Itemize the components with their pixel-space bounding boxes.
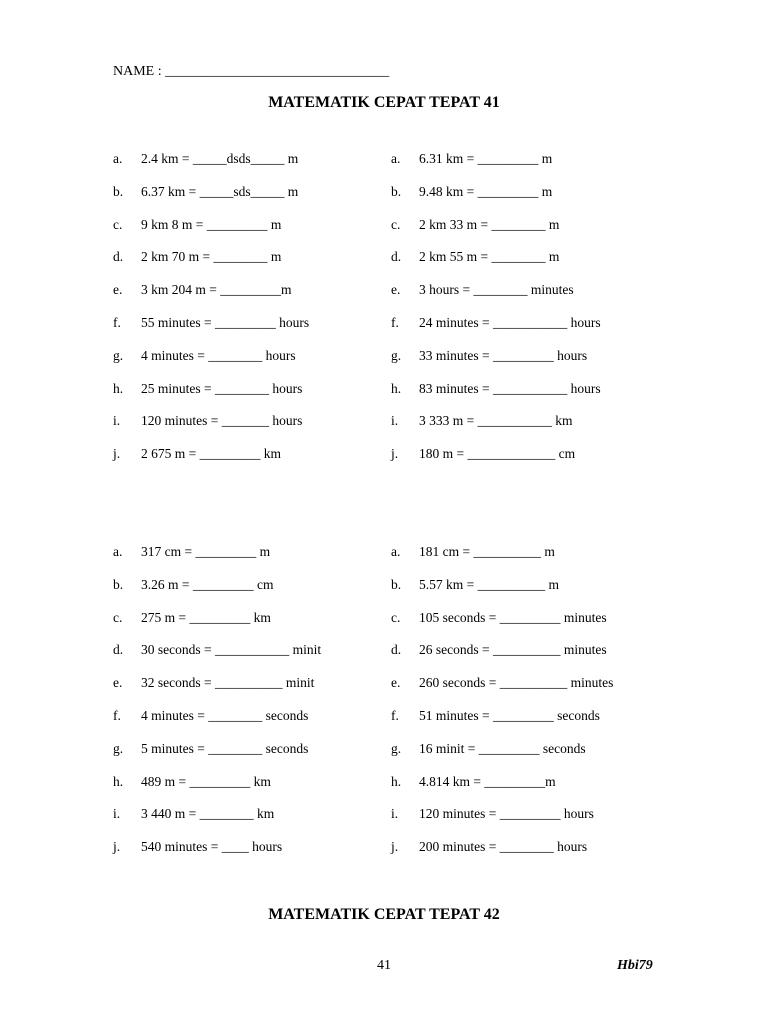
question-letter: g.: [113, 347, 124, 363]
question-text: 3 440 m = ________ km: [141, 806, 275, 822]
question-letter: c.: [391, 216, 401, 232]
question-letter: j.: [113, 839, 121, 855]
question-text: 16 minit = _________ seconds: [419, 740, 586, 756]
question-text: 6.31 km = _________ m: [419, 151, 553, 166]
question-text: 540 minutes = ____ hours: [141, 839, 283, 855]
question-text: 51 minutes = _________ seconds: [419, 708, 600, 723]
question-text: 120 minutes = _______ hours: [141, 413, 303, 429]
question-letter: b.: [113, 183, 124, 199]
question-letter: j.: [113, 446, 121, 462]
question-text: 181 cm = __________ m: [419, 544, 555, 559]
question-letter: i.: [391, 806, 399, 822]
question-letter: i.: [391, 413, 399, 429]
question-letter: g.: [113, 740, 124, 756]
question-letter: h.: [113, 380, 124, 396]
question-text: 4 minutes = ________ seconds: [141, 708, 309, 723]
question-letter: i.: [113, 806, 121, 822]
question-letter: j.: [391, 839, 399, 855]
question-letter: j.: [391, 446, 399, 462]
question-letter: h.: [391, 380, 402, 396]
question-letter: g.: [391, 347, 402, 363]
question-letter: b.: [391, 576, 402, 592]
question-text: 30 seconds = ___________ minit: [141, 642, 322, 658]
question-letter: e.: [391, 675, 401, 691]
name-field-label: NAME : ________________________________: [113, 64, 390, 79]
question-text: 260 seconds = __________ minutes: [419, 675, 614, 691]
question-text: 83 minutes = ___________ hours: [419, 380, 601, 396]
question-letter: d.: [391, 642, 402, 658]
question-text: 32 seconds = __________ minit: [141, 675, 315, 691]
question-text: 3 hours = ________ minutes: [419, 282, 574, 298]
question-letter: a.: [391, 151, 401, 166]
question-text: 4 minutes = ________ hours: [141, 347, 296, 363]
question-text: 2.4 km = _____dsds_____ m: [141, 151, 299, 166]
question-letter: f.: [391, 708, 399, 723]
question-letter: g.: [391, 740, 402, 756]
question-letter: c.: [113, 216, 123, 232]
question-text: 200 minutes = ________ hours: [419, 839, 588, 855]
question-text: 25 minutes = ________ hours: [141, 380, 303, 396]
question-text: 2 675 m = _________ km: [141, 446, 281, 462]
question-text: 2 km 33 m = ________ m: [419, 216, 560, 232]
question-text: 3 333 m = ___________ km: [419, 413, 573, 429]
question-letter: d.: [391, 249, 402, 265]
question-text: 33 minutes = _________ hours: [419, 347, 588, 363]
question-text: 3 km 204 m = _________m: [141, 282, 292, 298]
question-letter: b.: [391, 183, 402, 199]
question-letter: c.: [391, 609, 401, 625]
question-text: 317 cm = _________ m: [141, 544, 271, 559]
question-text: 105 seconds = _________ minutes: [419, 609, 607, 625]
question-letter: c.: [113, 609, 123, 625]
question-text: 6.37 km = _____sds_____ m: [141, 183, 299, 199]
question-letter: b.: [113, 576, 124, 592]
question-text: 5 minutes = ________ seconds: [141, 740, 309, 756]
page-number: 41: [377, 958, 391, 973]
question-letter: d.: [113, 249, 124, 265]
question-letter: a.: [113, 544, 123, 559]
question-text: 9 km 8 m = _________ m: [141, 216, 282, 232]
question-text: 2 km 70 m = ________ m: [141, 249, 282, 265]
question-text: 24 minutes = ___________ hours: [419, 315, 601, 330]
question-letter: f.: [391, 315, 399, 330]
question-letter: e.: [113, 282, 123, 298]
brand-signature: Hbi79: [617, 958, 653, 973]
question-text: 55 minutes = _________ hours: [141, 315, 310, 330]
question-text: 275 m = _________ km: [141, 609, 271, 625]
question-text: 489 m = _________ km: [141, 773, 271, 789]
question-letter: f.: [113, 708, 121, 723]
question-letter: f.: [113, 315, 121, 330]
worksheet-title-41: MATEMATIK CEPAT TEPAT 41: [268, 94, 500, 111]
question-letter: e.: [113, 675, 123, 691]
question-text: 180 m = _____________ cm: [419, 446, 576, 462]
question-text: 2 km 55 m = ________ m: [419, 249, 560, 265]
question-text: 4.814 km = _________m: [419, 773, 556, 789]
question-letter: a.: [391, 544, 401, 559]
question-text: 120 minutes = _________ hours: [419, 806, 594, 822]
question-letter: a.: [113, 151, 123, 166]
question-letter: h.: [391, 773, 402, 789]
question-letter: e.: [391, 282, 401, 298]
question-text: 9.48 km = _________ m: [419, 183, 553, 199]
question-text: 3.26 m = _________ cm: [141, 576, 274, 592]
question-letter: d.: [113, 642, 124, 658]
question-text: 5.57 km = __________ m: [419, 576, 559, 592]
question-letter: i.: [113, 413, 121, 429]
question-letter: h.: [113, 773, 124, 789]
worksheet-title-42: MATEMATIK CEPAT TEPAT 42: [268, 906, 500, 923]
question-text: 26 seconds = __________ minutes: [419, 642, 607, 658]
